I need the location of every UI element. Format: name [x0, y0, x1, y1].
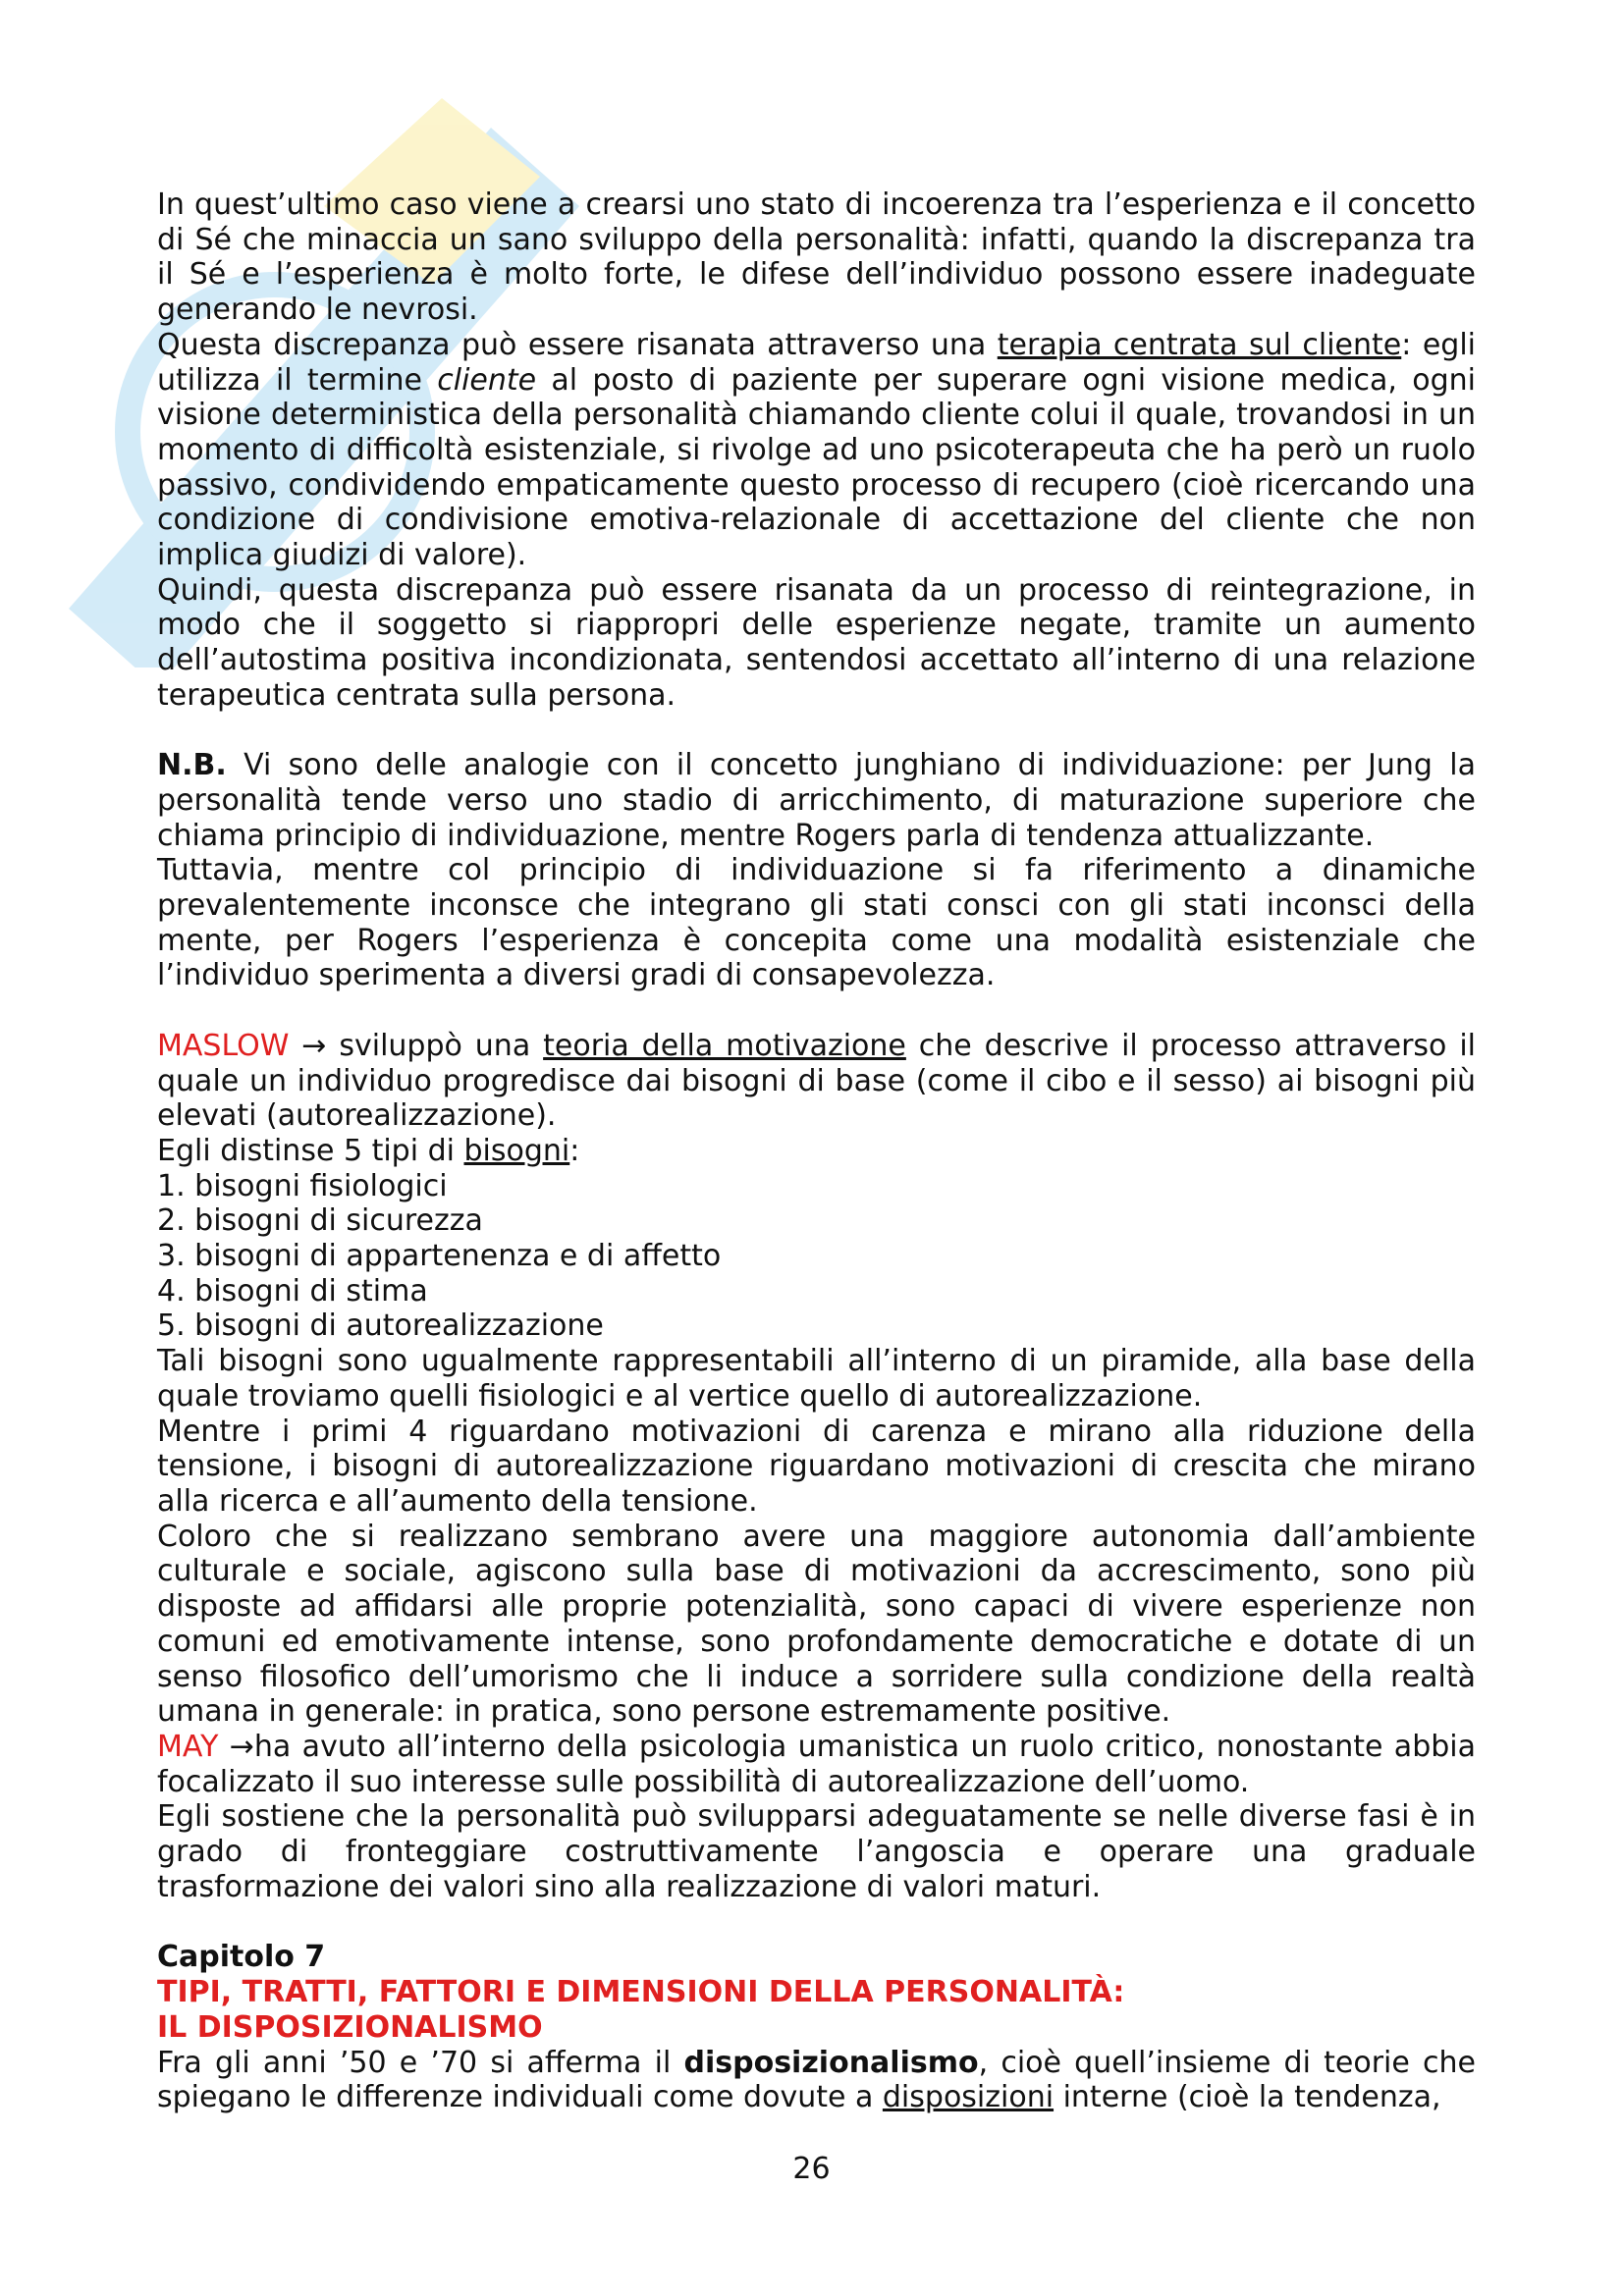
chapter-title-line1: TIPI, TRATTI, FATTORI E DIMENSIONI DELLA PERSONALITÀ: [157, 1975, 1125, 2010]
paragraph-maslow: MASLOW → sviluppò una teoria della motivazione che descrive il processo attraverso il quale un individuo progredisce dai bisogni di base (come il cibo e il sesso) ai bisogni più elevati (autorealizzazione). [157, 1028, 1476, 1134]
paragraph-carenza: Mentre i primi 4 riguardano motivazioni di carenza e mirano alla riduzione della tensione, i bisogni di autorealizzazione riguardano motivazioni di crescita che mirano alla ricerca e all’aumento della tensione. [157, 1414, 1476, 1519]
list-item: 3. bisogni di appartenenza e di affetto [157, 1239, 722, 1274]
list-item: 4. bisogni di stima [157, 1273, 428, 1308]
term-terapia-centrata: terapia centrata sul cliente [997, 327, 1402, 362]
arrow-icon: → [289, 1028, 340, 1063]
term-cliente: cliente [437, 362, 537, 398]
term-teoria-motivazione: teoria della motivazione [543, 1028, 906, 1063]
chapter-number: Capitolo 7 [157, 1940, 326, 1975]
author-maslow: MASLOW [157, 1028, 290, 1063]
paragraph-tuttavia: Tuttavia, mentre col principio di individuazione si fa riferimento a dinamiche prevalentemente inconsce che integrano gli stati consci con gli stati inconsci della mente, per Rogers l’esperienza è concepita come una modalità esistenziale che l’individuo sperimenta a diversi gradi di consapevolezza. [157, 853, 1476, 993]
page-number: 26 [792, 2152, 831, 2186]
term-bisogni: bisogni [463, 1133, 570, 1168]
paragraph-reintegrazione: Quindi, questa discrepanza può essere risanata da un processo di reintegrazione, in modo che il soggetto si riappropri delle esperienze negate, tramite un aumento dell’autostima positiva incondizionata, sentendosi accettato all’interno di una relazione terapeutica centrata sulla persona. [157, 572, 1476, 713]
chapter-title-line2: IL DISPOSIZIONALISMO [157, 2009, 543, 2045]
paragraph-terapia: Questa discrepanza può essere risanata attraverso una terapia centrata sul cliente: egli utilizza il termine cliente al posto di paziente per superare ogni visione medica, ogni visione deterministica della personalità chiamando cliente colui il quale, trovandosi in un momento di difficoltà esistenziale, si rivolge ad uno psicoterapeuta che ha però un ruolo passivo, condividendo empaticamente questo processo di recupero (cioè ricercando una condizione di condivisione emotiva-relazionale di accettazione del cliente che non implica giudizi di valore). [157, 327, 1476, 573]
list-item: 2. bisogni di sicurezza [157, 1203, 483, 1239]
paragraph-realizzano: Coloro che si realizzano sembrano avere una maggiore autonomia dall’ambiente culturale e sociale, agiscono sulla base di motivazioni da accrescimento, sono più disposte ad affidarsi alle proprie potenzialità, sono capaci di vivere esperienze non comuni ed emotivamente intense, sono profondamente democratiche e dotate di un senso filosofico dell’umorismo che li induce a sorridere sulla condizione della realtà umana in generale: in pratica, sono persone estremamente positive. [157, 1519, 1476, 1730]
paragraph-incoerenza: In quest’ultimo caso viene a crearsi uno stato di incoerenza tra l’esperienza e il concetto di Sé che minaccia un sano sviluppo della personalità: infatti, quando la discrepanza tra il Sé e l’esperienza è molto forte, le difese dell’individuo possono essere inadeguate generando le nevrosi. [157, 187, 1476, 328]
needs-intro: Egli distinse 5 tipi di bisogni: [157, 1133, 580, 1168]
paragraph-may: MAY →ha avuto all’interno della psicologia umanistica un ruolo critico, nonostante abbia focalizzato il suo interesse sulle possibilità di autorealizzazione dell’uomo. [157, 1729, 1476, 1799]
document-page [157, 187, 1476, 2115]
paragraph-angoscia: Egli sostiene che la personalità può svilupparsi adeguatamente se nelle diverse fasi è in grado di fronteggiare costruttivamente l’angoscia e operare una graduale trasformazione dei valori sino alla realizzazione di valori maturi. [157, 1799, 1476, 1904]
term-disposizioni: disposizioni [882, 2080, 1055, 2115]
author-may: MAY [157, 1729, 219, 1764]
term-disposizionalismo: disposizionalismo [683, 2045, 979, 2080]
arrow-icon: → [218, 1729, 254, 1764]
paragraph-piramide: Tali bisogni sono ugualmente rappresentabili all’interno di un piramide, alla base della quale troviamo quelli fisiologici e al vertice quello di autorealizzazione. [157, 1344, 1476, 1414]
paragraph-nb: N.B. Vi sono delle analogie con il concetto junghiano di individuazione: per Jung la personalità tende verso uno stadio di arricchimento, di maturazione superiore che chiama principio di individuazione, mentre Rogers parla di tendenza attualizzante. [157, 748, 1476, 853]
list-item: 5. bisogni di autorealizzazione [157, 1308, 604, 1344]
paragraph-disposizionalismo: Fra gli anni ’50 e ’70 si afferma il disposizionalismo, cioè quell’insieme di teorie che spiegano le differenze individuali come dovute a disposizioni interne (cioè la tendenza, [157, 2045, 1476, 2115]
spacer [157, 993, 1476, 1029]
list-item: 1. bisogni fisiologici [157, 1168, 448, 1203]
nb-label: N.B. [157, 748, 227, 783]
spacer [157, 714, 1476, 749]
